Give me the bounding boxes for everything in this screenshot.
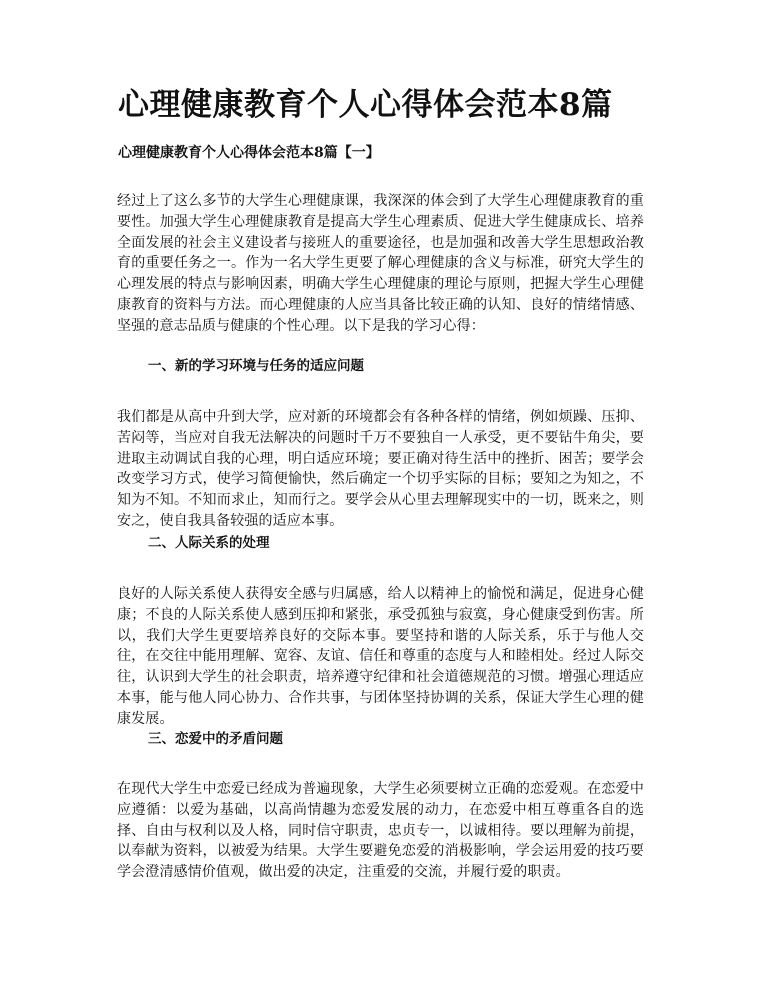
- document-title: 心理健康教育个人心得体会范本8篇: [118, 87, 613, 123]
- section-heading-2: 二、人际关系的处理: [148, 535, 270, 551]
- section-heading-1: 一、新的学习环境与任务的适应问题: [148, 358, 364, 374]
- document-subtitle: 心理健康教育个人心得体会范本8篇【一】: [118, 145, 380, 161]
- section-heading-3: 三、恋爱中的矛盾问题: [148, 731, 283, 747]
- intro-paragraph: 经过上了这么多节的大学生心理健康课，我深深的体会到了大学生心理健康教育的重要性。加强大学生心理健康教育是提高大学生心理素质、促进大学生健康成长、培养全面发展的社会主义建设者与接班人的重要途径，也是加强和改善大学生思想政治教育的重要任务之一。作为一名大学生更要了解心理健康的含义与标准，研究大学生的心理发展的特点与影响因素，明确大学生心理健康的理论与原则，把握大学生心理健康教育的资料与方法。而心理健康的人应当具备比较正确的认知、良好的情绪情感、坚强的意志品质与健康的个性心理。以下是我的学习心得：: [117, 193, 644, 334]
- section-body-1: 我们都是从高中升到大学，应对新的环境都会有各种各样的情绪，例如烦躁、压抑、苦闷等，当应对自我无法解决的问题时千万不要独自一人承受，更不要钻牛角尖，要进取主动调试自我的心理，明白适应环境；要正确对待生活中的挫折、困苦；要学会改变学习方式，使学习简便愉快，然后确定一个切乎实际的目标；要知之为知之，不知为不知。不知而求止，知而行之。要学会从心里去理解现实中的一切，既来之，则安之，使自我具备较强的适应本事。: [117, 409, 644, 529]
- section-body-2: 良好的人际关系使人获得安全感与归属感，给人以精神上的愉悦和满足，促进身心健康；不良的人际关系使人感到压抑和紧张，承受孤独与寂寞，身心健康受到伤害。所以，我们大学生更要培养良好的交际本事。要坚持和谐的人际关系，乐于与他人交往，在交往中能用理解、宽容、友谊、信任和尊重的态度与人和睦相处。经过人际交往，认识到大学生的社会职责，培养遵守纪律和社会道德规范的习惯。增强心理适应本事，能与他人同心协力、合作共事，与团体坚持协调的关系，保证大学生心理的健康发展。: [117, 586, 644, 727]
- section-body-3: 在现代大学生中恋爱已经成为普遍现象，大学生必须要树立正确的恋爱观。在恋爱中应遵循：以爱为基础，以高尚情趣为恋爱发展的动力，在恋爱中相互尊重各自的选择、自由与权利以及人格，同时信守职责，忠贞专一，以诚相待。要以理解为前提，以奉献为资料，以被爱为结果。大学生要避免恋爱的消极影响，学会运用爱的技巧要学会澄清感情价值观，做出爱的决定，注重爱的交流，并履行爱的职责。: [117, 781, 644, 881]
